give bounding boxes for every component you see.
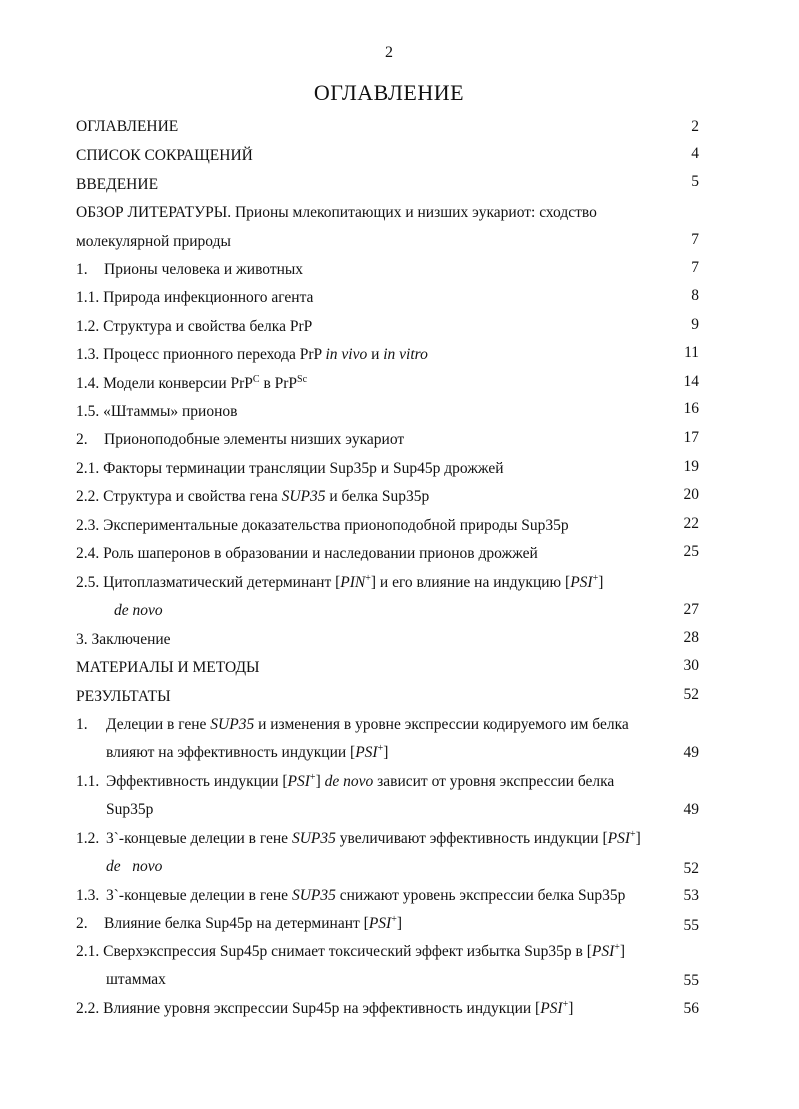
toc-entry-page: 7 <box>691 231 699 248</box>
toc-entry-page: 20 <box>683 486 699 503</box>
toc-entry-number: 2. <box>76 431 88 448</box>
toc-entry-title-continued: Sup35p <box>106 801 154 818</box>
toc-entry-number: 1.3. <box>76 887 100 904</box>
toc-entry-title: 1.3. Процесс прионного перехода PrP in vivo и in vitro <box>76 346 428 363</box>
toc-entry-title: ВВЕДЕНИЕ <box>76 176 159 193</box>
toc-entry-page: 25 <box>683 543 699 560</box>
toc-entry-number: 1.1. <box>76 773 100 790</box>
toc-entry-page: 5 <box>691 173 699 190</box>
toc-entry-page: 9 <box>691 316 699 333</box>
toc-entry-title: 2.2. Влияние уровня экспрессии Sup45p на эффективность индукции [PSI+] <box>76 999 574 1017</box>
toc-entry-title: Прионы человека и животных <box>104 261 304 278</box>
toc-entry-page: 16 <box>683 400 699 417</box>
toc-entry-page: 28 <box>683 629 699 646</box>
toc-entry-title: 3`-концевые делеции в гене SUP35 снижают уровень экспрессии белка Sup35p <box>106 887 626 904</box>
toc-entry-title: Влияние белка Sup45p на детерминант [PSI+] <box>104 914 403 932</box>
toc-entry-title: Прионоподобные элементы низших эукариот <box>104 431 405 448</box>
toc-entry-title: 3`-концевые делеции в гене SUP35 увеличивают эффективность индукции [PSI+] <box>106 829 641 847</box>
toc-entry-page: 27 <box>683 601 699 618</box>
toc-entry-title-continued: de novo <box>114 602 163 619</box>
toc-entry-title: 1.4. Модели конверсии PrP$^C$ в PrP$^{Sc}$ <box>76 374 308 392</box>
toc-entry-title-continued: de novo <box>106 858 163 875</box>
toc-entry-title-continued: влияют на эффективность индукции [PSI+] <box>106 743 389 761</box>
toc-entry-title: ОБЗОР ЛИТЕРАТУРЫ. Прионы млекопитающих и низших эукариот: сходство <box>76 204 597 221</box>
page-title: ОГЛАВЛЕНИЕ <box>313 80 465 105</box>
toc-entry-title-continued: молекулярной природы <box>76 233 231 250</box>
toc-entry-number: 1. <box>76 261 88 278</box>
toc-entry-page: 8 <box>691 287 699 304</box>
toc-entry-page: 30 <box>683 657 699 674</box>
toc-entry-page: 55 <box>683 917 699 934</box>
toc-entry-page: 19 <box>683 458 699 475</box>
toc-entry-page: 4 <box>691 145 699 162</box>
toc-entry-number: 1.2. <box>76 830 100 847</box>
toc-entry-page: 56 <box>683 1000 699 1017</box>
toc-entry-title: 2.5. Цитоплазматический детерминант [PIN+] и его влияние на индукцию [PSI+] <box>76 573 604 591</box>
toc-entry-title: Эффективность индукции [PSI+] de novo зависит от уровня экспрессии белка <box>106 772 615 790</box>
toc-entry-page: 22 <box>683 515 699 532</box>
toc-entry-title: РЕЗУЛЬТАТЫ <box>76 688 171 705</box>
toc-entry-title: 2.4. Роль шаперонов в образовании и наследовании прионов дрожжей <box>76 545 538 562</box>
toc-entry-page: 17 <box>683 429 699 446</box>
toc-entry-title: 2.1. Сверхэкспрессия Sup45p снимает токсический эффект избытка Sup35p в [PSI+] <box>76 942 626 960</box>
toc-entry-title: 2.2. Структура и свойства гена SUP35 и белка Sup35p <box>76 488 430 505</box>
toc-entry-page: 52 <box>683 860 699 877</box>
toc-entry-title: 1.5. «Штаммы» прионов <box>76 403 238 420</box>
toc-entry-page: 53 <box>683 887 699 904</box>
toc-entry-title: 1.2. Структура и свойства белка PrP <box>76 318 313 335</box>
toc-entry-page: 11 <box>684 344 699 361</box>
toc-entry-title: 1.1. Природа инфекционного агента <box>76 289 314 306</box>
toc-entry-title: ОГЛАВЛЕНИЕ <box>76 118 179 135</box>
page-number: 2 <box>385 44 393 61</box>
toc-entry-title: Делеции в гене SUP35 и изменения в уровне экспрессии кодируемого им белка <box>106 716 629 733</box>
toc-entry-page: 49 <box>683 801 699 818</box>
toc-entry-page: 49 <box>683 744 699 761</box>
toc-entry-title-continued: штаммах <box>106 971 166 988</box>
toc-entry-title: МАТЕРИАЛЫ И МЕТОДЫ <box>76 659 260 676</box>
toc-entry-page: 52 <box>683 686 699 703</box>
toc-entry-page: 7 <box>691 259 699 276</box>
toc-entry-title: 3. Заключение <box>76 631 171 648</box>
toc-entry-title: СПИСОК СОКРАЩЕНИЙ <box>76 147 253 164</box>
toc-entry-page: 2 <box>691 118 699 135</box>
toc-entry-page: 55 <box>683 972 699 989</box>
toc-entry-title: 2.3. Экспериментальные доказательства прионоподобной природы Sup35p <box>76 517 569 534</box>
toc-entry-page: 14 <box>683 373 699 390</box>
toc-entry-number: 2. <box>76 915 88 932</box>
toc-entry-title: 2.1. Факторы терминации трансляции Sup35p и Sup45p дрожжей <box>76 460 504 477</box>
toc-entry-number: 1. <box>76 716 88 733</box>
